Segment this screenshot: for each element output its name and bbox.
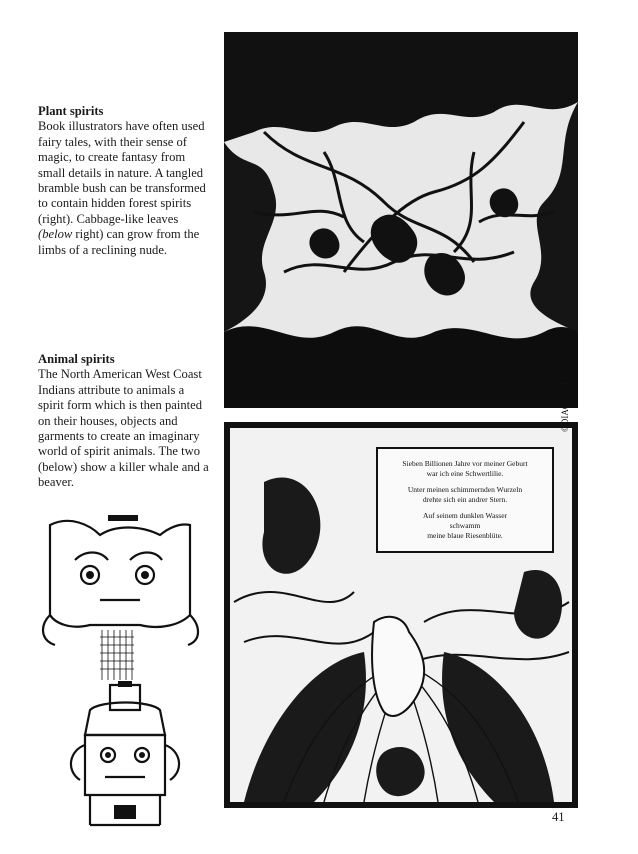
diagram-credit: ©DIAGRAM [560, 382, 570, 432]
caption-body: Book illustrators have often used fairy tales, with their sense of magic, to create fantasy from small details in nature. A tangled bramble bush can be transformed to contain hidden forest spirits (right). Cabbage-like leaves (below right) can grow from the limbs of a reclining nude. [38, 119, 206, 257]
caption-plant-spirits [38, 104, 210, 258]
caption-heading: Animal spirits [38, 352, 115, 366]
poem-line: Sieben Billionen Jahre vor meiner Geburt [402, 459, 528, 468]
caption-body: The North American West Coast Indians attribute to animals a spirit form which is then painted on their houses, objects and garments to create an imaginary world of spirit animals. The two (below) show a killer whale and a beaver. [38, 367, 209, 490]
caption-heading: Plant spirits [38, 104, 104, 118]
poem-line: war ich eine Schwertlilie. [426, 469, 504, 478]
caption-animal-spirits [38, 352, 210, 491]
poem-line: Unter meinen schimmernden Wurzeln [407, 485, 523, 494]
iris-illustration [224, 382, 578, 808]
poem-line: drehte sich ein andrer Stern. [422, 495, 508, 504]
poem-line: Auf seinem dunklen Wasser [422, 511, 508, 520]
page-number: 41 [552, 810, 565, 824]
poem-line: meine blaue Riesenblüte. [427, 531, 503, 540]
bramble-illustration [224, 32, 578, 408]
poem-line: schwamm [449, 521, 481, 530]
totem-illustration [30, 505, 220, 835]
